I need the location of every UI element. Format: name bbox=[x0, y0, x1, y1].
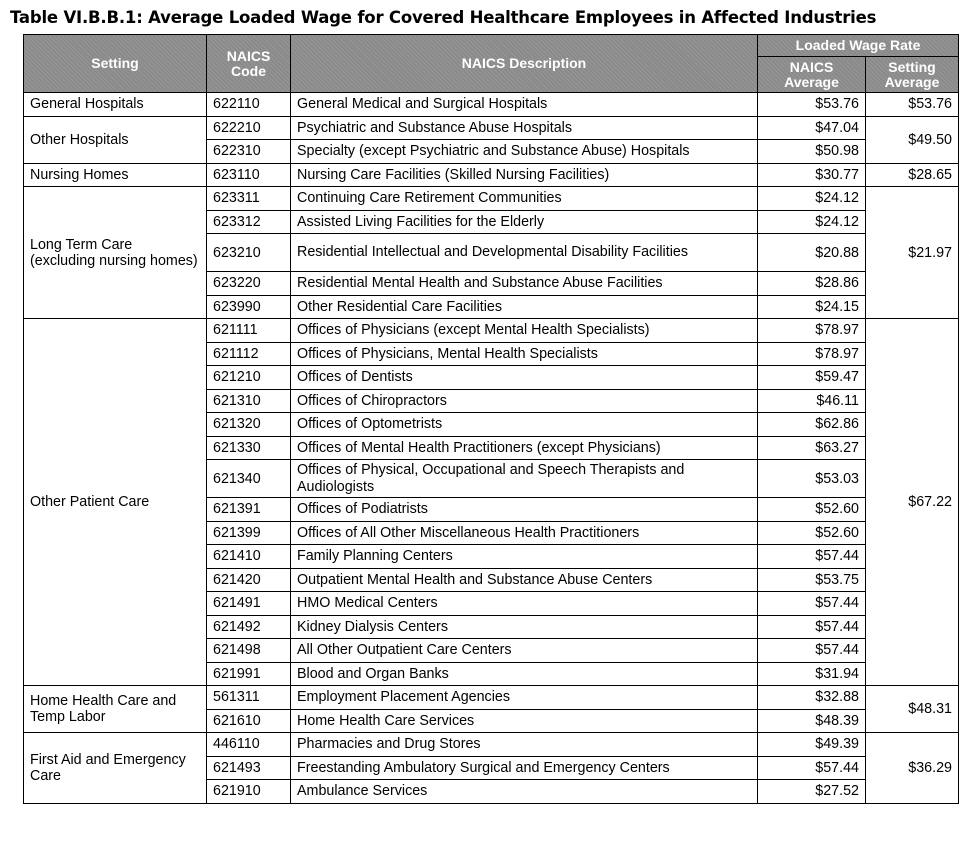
naics-description-cell: Assisted Living Facilities for the Elderly bbox=[291, 210, 758, 234]
setting-cell: Home Health Care and Temp Labor bbox=[24, 686, 207, 733]
table-row bbox=[24, 319, 959, 343]
naics-code-cell: 621399 bbox=[207, 521, 291, 545]
table-row bbox=[24, 116, 959, 140]
header-naics-description: NAICS Description bbox=[291, 35, 758, 93]
setting-cell: Other Patient Care bbox=[24, 319, 207, 686]
naics-description-cell: Offices of Podiatrists bbox=[291, 498, 758, 522]
naics-description-cell: Offices of Chiropractors bbox=[291, 389, 758, 413]
naics-code-cell: 621491 bbox=[207, 592, 291, 616]
naics-average-cell: $78.97 bbox=[758, 342, 866, 366]
table-body bbox=[24, 93, 959, 804]
naics-code-cell: 621391 bbox=[207, 498, 291, 522]
naics-average-cell: $31.94 bbox=[758, 662, 866, 686]
naics-code-cell: 623220 bbox=[207, 272, 291, 296]
setting-cell: Long Term Care (excluding nursing homes) bbox=[24, 187, 207, 319]
setting-average-cell: $28.65 bbox=[866, 163, 959, 187]
naics-description-cell: Pharmacies and Drug Stores bbox=[291, 733, 758, 757]
naics-average-cell: $27.52 bbox=[758, 780, 866, 804]
naics-description-cell: Residential Intellectual and Developmental Disability Facilities bbox=[291, 234, 758, 272]
naics-average-cell: $52.60 bbox=[758, 521, 866, 545]
naics-description-cell: Outpatient Mental Health and Substance Abuse Centers bbox=[291, 568, 758, 592]
naics-code-cell: 621111 bbox=[207, 319, 291, 343]
naics-average-cell: $53.03 bbox=[758, 460, 866, 498]
table-row bbox=[24, 163, 959, 187]
naics-description-cell: Family Planning Centers bbox=[291, 545, 758, 569]
naics-average-cell: $57.44 bbox=[758, 615, 866, 639]
naics-average-cell: $20.88 bbox=[758, 234, 866, 272]
naics-average-cell: $49.39 bbox=[758, 733, 866, 757]
setting-average-cell: $21.97 bbox=[866, 187, 959, 319]
naics-description-cell: Psychiatric and Substance Abuse Hospitals bbox=[291, 116, 758, 140]
naics-code-cell: 621320 bbox=[207, 413, 291, 437]
setting-cell: Other Hospitals bbox=[24, 116, 207, 163]
setting-average-cell: $48.31 bbox=[866, 686, 959, 733]
naics-description-cell: Freestanding Ambulatory Surgical and Emergency Centers bbox=[291, 756, 758, 780]
naics-description-cell: Offices of Dentists bbox=[291, 366, 758, 390]
setting-cell: General Hospitals bbox=[24, 93, 207, 117]
naics-code-cell: 621610 bbox=[207, 709, 291, 733]
naics-code-cell: 621420 bbox=[207, 568, 291, 592]
table-header bbox=[24, 35, 959, 93]
naics-code-cell: 622210 bbox=[207, 116, 291, 140]
naics-average-cell: $63.27 bbox=[758, 436, 866, 460]
naics-description-cell: Nursing Care Facilities (Skilled Nursing Facilities) bbox=[291, 163, 758, 187]
naics-code-cell: 622310 bbox=[207, 140, 291, 164]
naics-code-cell: 621991 bbox=[207, 662, 291, 686]
naics-description-cell: All Other Outpatient Care Centers bbox=[291, 639, 758, 663]
header-setting: Setting bbox=[24, 35, 207, 93]
naics-code-cell: 621340 bbox=[207, 460, 291, 498]
setting-average-cell: $67.22 bbox=[866, 319, 959, 686]
table-row bbox=[24, 686, 959, 710]
naics-average-cell: $57.44 bbox=[758, 639, 866, 663]
naics-description-cell: Blood and Organ Banks bbox=[291, 662, 758, 686]
naics-code-cell: 621310 bbox=[207, 389, 291, 413]
naics-code-cell: 621210 bbox=[207, 366, 291, 390]
setting-cell: First Aid and Emergency Care bbox=[24, 733, 207, 804]
naics-description-cell: Offices of Physical, Occupational and Speech Therapists and Audiologists bbox=[291, 460, 758, 498]
naics-code-cell: 623210 bbox=[207, 234, 291, 272]
table-row bbox=[24, 733, 959, 757]
naics-description-cell: Specialty (except Psychiatric and Substance Abuse) Hospitals bbox=[291, 140, 758, 164]
naics-description-cell: Other Residential Care Facilities bbox=[291, 295, 758, 319]
naics-average-cell: $57.44 bbox=[758, 592, 866, 616]
naics-average-cell: $62.86 bbox=[758, 413, 866, 437]
naics-description-cell: Employment Placement Agencies bbox=[291, 686, 758, 710]
naics-code-cell: 621493 bbox=[207, 756, 291, 780]
setting-average-cell: $36.29 bbox=[866, 733, 959, 804]
setting-cell: Nursing Homes bbox=[24, 163, 207, 187]
naics-average-cell: $52.60 bbox=[758, 498, 866, 522]
naics-code-cell: 621910 bbox=[207, 780, 291, 804]
header-loaded-wage-rate: Loaded Wage Rate bbox=[758, 35, 959, 57]
header-naics-average: NAICS Average bbox=[758, 57, 866, 93]
naics-code-cell: 561311 bbox=[207, 686, 291, 710]
naics-average-cell: $48.39 bbox=[758, 709, 866, 733]
table-title: Table VI.B.B.1: Average Loaded Wage for Covered Healthcare Employees in Affected Industries bbox=[10, 8, 877, 27]
naics-code-cell: 623110 bbox=[207, 163, 291, 187]
naics-code-cell: 623990 bbox=[207, 295, 291, 319]
naics-description-cell: Ambulance Services bbox=[291, 780, 758, 804]
naics-average-cell: $50.98 bbox=[758, 140, 866, 164]
naics-code-cell: 623312 bbox=[207, 210, 291, 234]
naics-description-cell: General Medical and Surgical Hospitals bbox=[291, 93, 758, 117]
wage-table bbox=[23, 34, 959, 804]
naics-code-cell: 623311 bbox=[207, 187, 291, 211]
naics-average-cell: $53.76 bbox=[758, 93, 866, 117]
naics-description-cell: Offices of Physicians (except Mental Health Specialists) bbox=[291, 319, 758, 343]
setting-average-cell: $49.50 bbox=[866, 116, 959, 163]
naics-average-cell: $24.12 bbox=[758, 187, 866, 211]
naics-average-cell: $46.11 bbox=[758, 389, 866, 413]
naics-description-cell: Offices of Optometrists bbox=[291, 413, 758, 437]
naics-average-cell: $47.04 bbox=[758, 116, 866, 140]
table-row bbox=[24, 93, 959, 117]
naics-average-cell: $30.77 bbox=[758, 163, 866, 187]
naics-code-cell: 621498 bbox=[207, 639, 291, 663]
naics-code-cell: 621330 bbox=[207, 436, 291, 460]
setting-average-cell: $53.76 bbox=[866, 93, 959, 117]
naics-average-cell: $24.15 bbox=[758, 295, 866, 319]
naics-average-cell: $59.47 bbox=[758, 366, 866, 390]
naics-average-cell: $53.75 bbox=[758, 568, 866, 592]
naics-average-cell: $28.86 bbox=[758, 272, 866, 296]
naics-code-cell: 621112 bbox=[207, 342, 291, 366]
naics-code-cell: 621410 bbox=[207, 545, 291, 569]
naics-description-cell: Home Health Care Services bbox=[291, 709, 758, 733]
naics-code-cell: 446110 bbox=[207, 733, 291, 757]
naics-description-cell: Continuing Care Retirement Communities bbox=[291, 187, 758, 211]
naics-average-cell: $78.97 bbox=[758, 319, 866, 343]
naics-description-cell: Offices of Mental Health Practitioners (except Physicians) bbox=[291, 436, 758, 460]
naics-average-cell: $24.12 bbox=[758, 210, 866, 234]
naics-average-cell: $32.88 bbox=[758, 686, 866, 710]
naics-average-cell: $57.44 bbox=[758, 545, 866, 569]
naics-description-cell: Offices of Physicians, Mental Health Specialists bbox=[291, 342, 758, 366]
naics-description-cell: HMO Medical Centers bbox=[291, 592, 758, 616]
naics-description-cell: Kidney Dialysis Centers bbox=[291, 615, 758, 639]
naics-description-cell: Offices of All Other Miscellaneous Health Practitioners bbox=[291, 521, 758, 545]
naics-code-cell: 622110 bbox=[207, 93, 291, 117]
header-setting-average: Setting Average bbox=[866, 57, 959, 93]
naics-average-cell: $57.44 bbox=[758, 756, 866, 780]
naics-code-cell: 621492 bbox=[207, 615, 291, 639]
table-row bbox=[24, 187, 959, 211]
naics-description-cell: Residential Mental Health and Substance Abuse Facilities bbox=[291, 272, 758, 296]
header-naics-code: NAICS Code bbox=[207, 35, 291, 93]
